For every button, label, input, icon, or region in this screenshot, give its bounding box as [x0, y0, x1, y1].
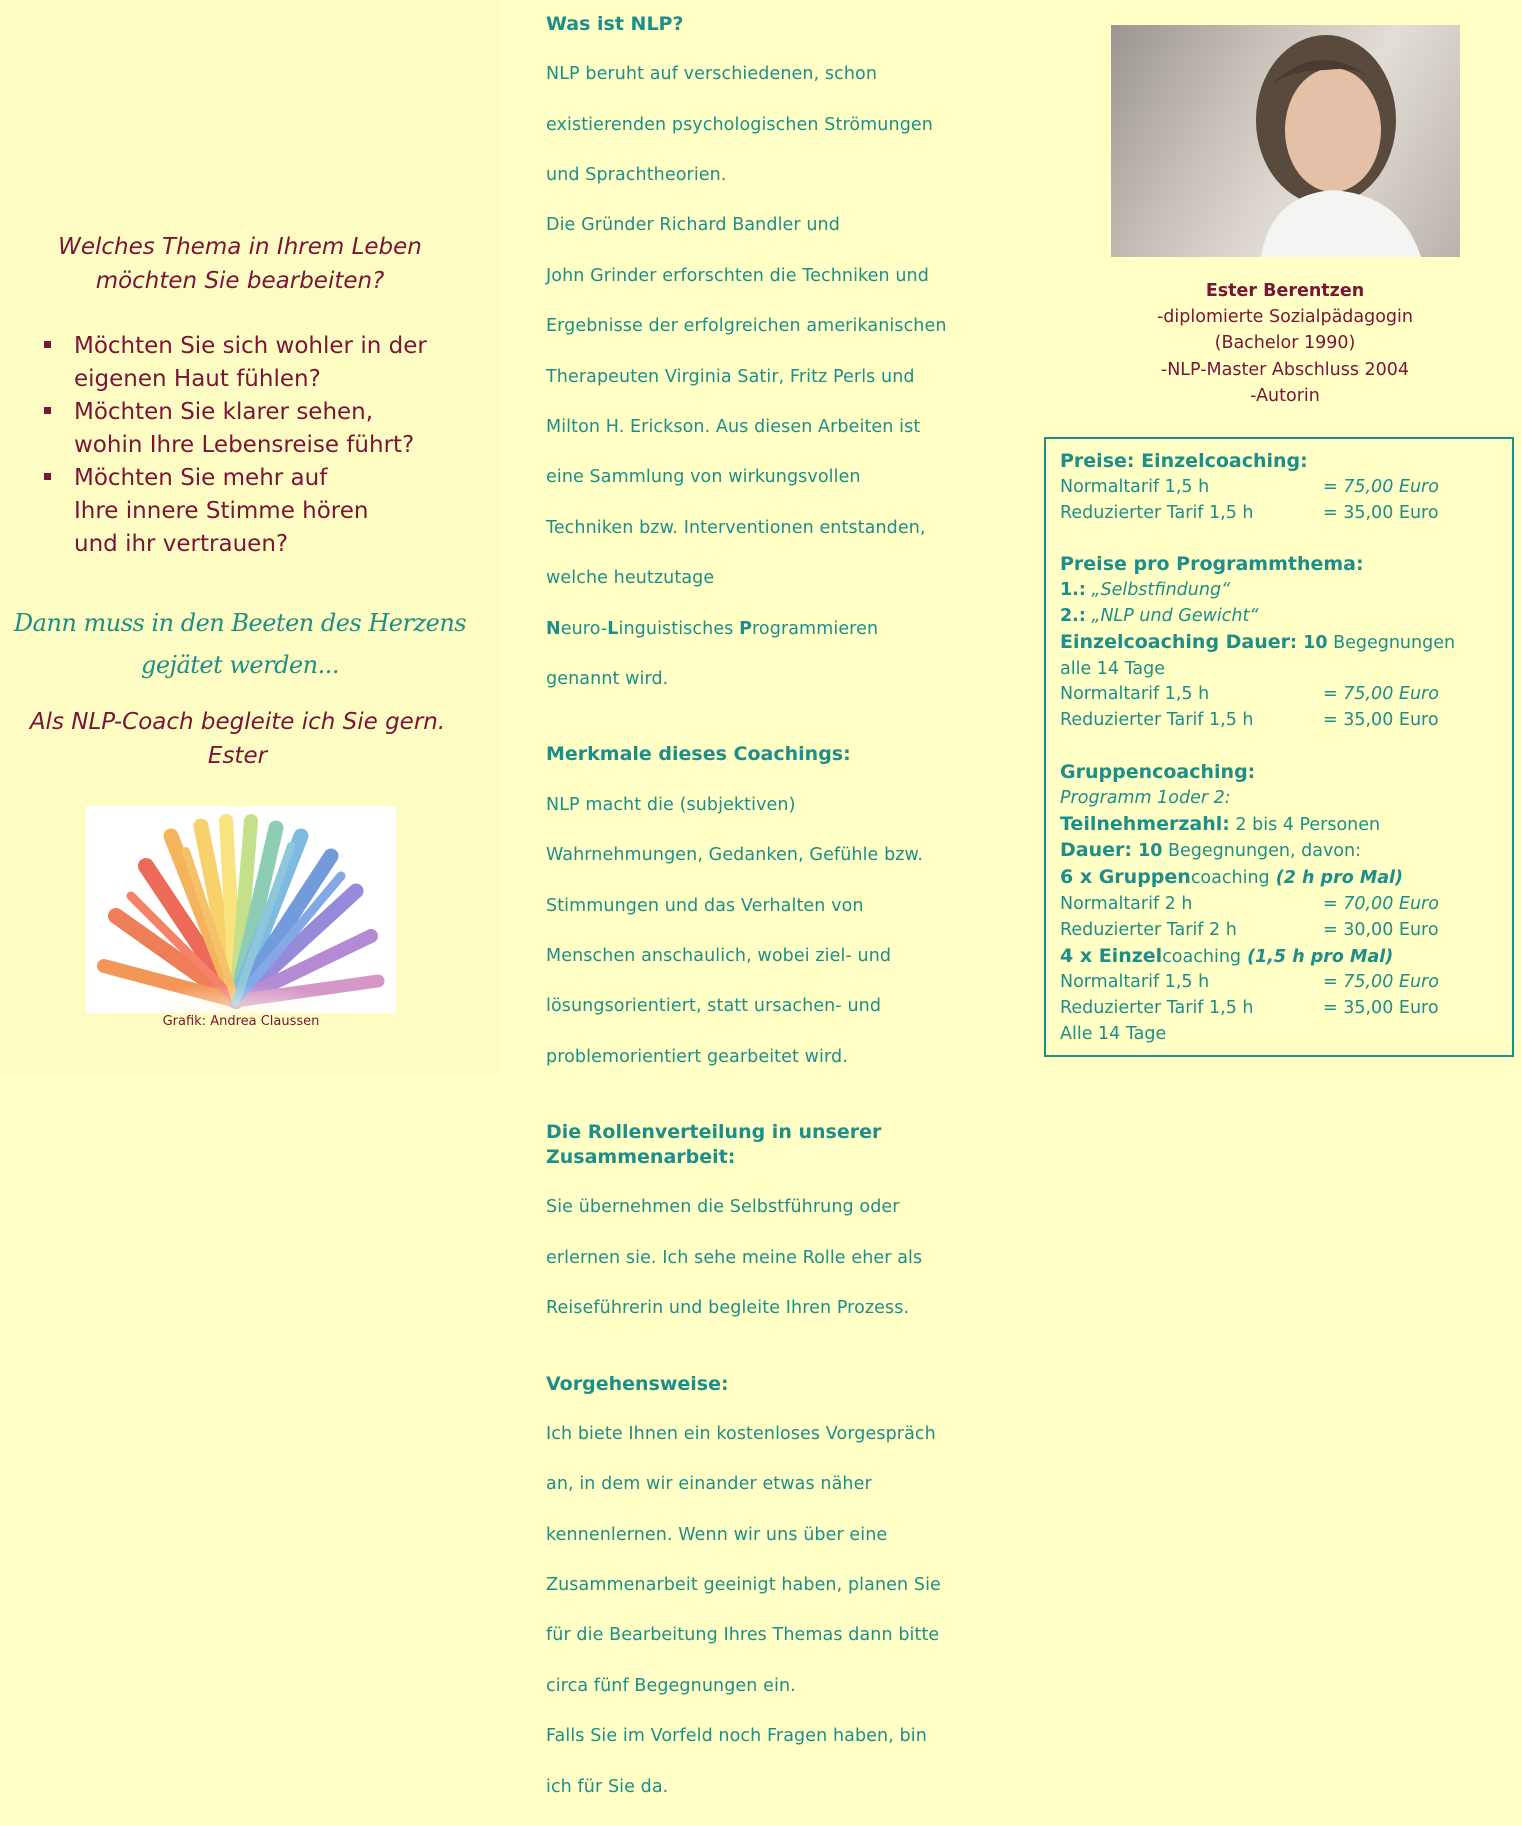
- price-value: = 75,00 Euro: [1323, 684, 1439, 705]
- text-line: genannt wird.: [546, 669, 669, 690]
- portrait-drawing: [1111, 25, 1460, 257]
- price-heading-group: Gruppencoaching:: [1060, 760, 1256, 783]
- price-value: = 35,00 Euro: [1323, 998, 1439, 1019]
- closing-text: [0, 705, 475, 773]
- price-value: = 75,00 Euro: [1323, 972, 1439, 993]
- heading-line: Zusammenarbeit:: [546, 1146, 736, 1169]
- price-row: [1060, 501, 1498, 527]
- text-line: John Grinder erforschten die Techniken und: [546, 265, 929, 286]
- duration-line: [1060, 630, 1498, 657]
- text-line: an, in dem wir einander etwas näher: [546, 1474, 872, 1495]
- text-line: Techniken bzw. Interventionen entstanden,: [546, 517, 926, 538]
- bullet-line: Möchten Sie klarer sehen,: [74, 399, 374, 425]
- acronym-letter: P: [739, 618, 753, 639]
- participants-line: [1060, 812, 1498, 839]
- text-line: ich für Sie da.: [546, 1776, 669, 1797]
- duration-count: 10: [1303, 632, 1328, 653]
- group-session-count: 6 x Gruppen: [1060, 866, 1191, 889]
- text-line: kennenlernen. Wenn wir uns über eine: [546, 1524, 888, 1545]
- features-description: [546, 767, 1006, 1095]
- text-line: Stimmungen und das Verhalten von: [546, 895, 864, 916]
- text-line: Ich biete Ihnen ein kostenloses Vorgespräch: [546, 1423, 936, 1444]
- text-line: Wahrnehmungen, Gedanken, Gefühle bzw.: [546, 845, 924, 866]
- question-line: Welches Thema in Ihrem Leben: [58, 234, 422, 260]
- price-row: [1060, 970, 1498, 996]
- program-item: [1060, 604, 1498, 630]
- section-heading-procedure: Vorgehensweise:: [546, 1372, 729, 1395]
- text-line: Die Gründer Richard Bandler und: [546, 215, 840, 236]
- price-value: = 70,00 Euro: [1323, 893, 1439, 914]
- procedure-description: [546, 1397, 1006, 1825]
- nlp-description: [546, 37, 1006, 717]
- price-row: [1060, 708, 1498, 734]
- text-line: Sie übernehmen die Selbstführung oder: [546, 1197, 900, 1218]
- program-title: „NLP und Gewicht“: [1085, 605, 1259, 626]
- text-line: NLP macht die (subjektiven): [546, 794, 796, 815]
- coach-bio: [1080, 278, 1490, 409]
- price-label: Normaltarif 1,5 h: [1060, 684, 1210, 705]
- bullet-line: Möchten Sie mehr auf: [74, 465, 328, 491]
- bullet-line: und ihr vertrauen?: [74, 531, 289, 557]
- bio-line: -diplomierte Sozialpädagogin: [1156, 307, 1413, 328]
- price-value: = 35,00 Euro: [1323, 710, 1439, 731]
- individual-session-length: (1,5 h pro Mal): [1241, 946, 1394, 967]
- text-line: Therapeuten Virginia Satir, Fritz Perls und: [546, 366, 915, 387]
- question-line: möchten Sie bearbeiten?: [95, 268, 385, 294]
- price-label: Normaltarif 1,5 h: [1060, 476, 1210, 497]
- duration-rest: Begegnungen: [1327, 632, 1456, 653]
- acronym-rest: euro-: [560, 618, 608, 639]
- bullet-item: [40, 396, 490, 462]
- group-program: Programm 1oder 2:: [1060, 787, 1231, 808]
- text-line: eine Sammlung von wirkungsvollen: [546, 467, 861, 488]
- painted-hands-illustration: [86, 806, 396, 1013]
- text-line: welche heutzutage: [546, 568, 715, 589]
- left-panel: [0, 0, 500, 1074]
- participants-label: Teilnehmerzahl:: [1060, 812, 1230, 835]
- bullet-item: [40, 330, 490, 396]
- text-line: Reiseführerin und begleite Ihren Prozess.: [546, 1298, 910, 1319]
- section-heading-roles: [546, 1120, 1006, 1170]
- image-credit: Grafik: Andrea Claussen: [162, 1014, 320, 1029]
- text-line: Menschen anschaulich, wobei ziel- und: [546, 945, 892, 966]
- section-heading-nlp: Was ist NLP?: [546, 13, 684, 35]
- price-box: [1044, 437, 1514, 1057]
- price-label: Reduzierter Tarif 2 h: [1060, 919, 1237, 940]
- text-line: NLP beruht auf verschiedenen, schon: [546, 64, 878, 85]
- individual-session-count: 4 x Einzel: [1060, 944, 1163, 967]
- bullet-line: eigenen Haut fühlen?: [74, 366, 321, 392]
- program-number: 1.:: [1060, 580, 1086, 601]
- bullet-line: Möchten Sie sich wohler in der: [74, 333, 427, 359]
- portrait-photo: [1111, 25, 1460, 257]
- poem-line: gejätet werden...: [140, 651, 340, 679]
- bio-line: -NLP-Master Abschluss 2004: [1160, 359, 1410, 380]
- price-label: Normaltarif 2 h: [1060, 893, 1193, 914]
- text-line: Falls Sie im Vorfeld noch Fragen haben, bin: [546, 1726, 927, 1747]
- text-line: Milton H. Erickson. Aus diesen Arbeiten ist: [546, 417, 921, 438]
- coach-name: Ester Berentzen: [1205, 281, 1365, 301]
- middle-column: [546, 12, 1006, 1825]
- heading-line: Die Rollenverteilung in unserer: [546, 1121, 882, 1144]
- participants-value: 2 bis 4 Personen: [1229, 814, 1381, 835]
- price-label: Reduzierter Tarif 1,5 h: [1060, 502, 1254, 523]
- group-frequency: Alle 14 Tage: [1060, 1023, 1167, 1044]
- text-line: und Sprachtheorien.: [546, 165, 727, 186]
- text-line: Ergebnisse der erfolgreichen amerikanischen: [546, 316, 947, 337]
- section-heading-features: Merkmale dieses Coachings:: [546, 743, 851, 766]
- question-bullet-list: [40, 330, 490, 561]
- group-duration-line: [1060, 838, 1498, 865]
- acronym-letter: N: [546, 618, 561, 639]
- price-value: = 75,00 Euro: [1323, 476, 1439, 497]
- text-line: circa fünf Begegnungen ein.: [546, 1675, 796, 1696]
- nlp-acronym-line: [546, 617, 1006, 642]
- group-duration-label: Dauer:: [1060, 839, 1132, 862]
- text-line: problemorientiert gearbeitet wird.: [546, 1046, 848, 1067]
- group-duration-rest: Begegnungen, davon:: [1162, 841, 1362, 862]
- program-item: [1060, 578, 1498, 604]
- acronym-letter: L: [607, 618, 619, 639]
- group-duration-count: 10: [1131, 841, 1163, 862]
- price-heading-individual: Preise: Einzelcoaching:: [1060, 450, 1308, 472]
- poem-line: Dann muss in den Beeten des Herzens: [13, 609, 467, 637]
- poem-quote: [10, 602, 470, 686]
- program-number: 2.:: [1060, 605, 1086, 626]
- bullet-line: wohin Ihre Lebensreise führt?: [74, 432, 415, 458]
- price-value: = 30,00 Euro: [1323, 919, 1439, 940]
- price-heading-program: Preise pro Programmthema:: [1060, 553, 1364, 576]
- price-row: [1060, 475, 1498, 501]
- individual-session-type: coaching: [1162, 946, 1242, 967]
- roles-description: [546, 1170, 1006, 1346]
- text-line: Zusammenarbeit geeinigt haben, planen Sie: [546, 1574, 941, 1595]
- individual-session-line: [1060, 944, 1498, 971]
- acronym-rest: inguistisches: [618, 618, 740, 639]
- duration-label: Einzelcoaching Dauer: [1060, 630, 1291, 653]
- group-session-line: [1060, 865, 1498, 892]
- bio-line: (Bachelor 1990): [1214, 333, 1356, 354]
- price-row: [1060, 996, 1498, 1022]
- group-session-type: coaching: [1190, 868, 1270, 889]
- text-line: existierenden psychologischen Strömungen: [546, 114, 933, 135]
- bullet-item: [40, 462, 490, 561]
- price-label: Normaltarif 1,5 h: [1060, 972, 1210, 993]
- price-label: Reduzierter Tarif 1,5 h: [1060, 710, 1254, 731]
- price-row: [1060, 918, 1498, 944]
- intro-question: [20, 230, 460, 298]
- price-row: [1060, 892, 1498, 918]
- program-title: „Selbstfindung“: [1085, 580, 1231, 601]
- hands-drawing: [86, 806, 396, 1013]
- price-row: [1060, 682, 1498, 708]
- duration-colon: :: [1290, 632, 1304, 653]
- bio-line: -Autorin: [1250, 385, 1320, 406]
- price-label: Reduzierter Tarif 1,5 h: [1060, 998, 1254, 1019]
- acronym-rest: rogrammieren: [752, 618, 879, 639]
- duration-frequency: alle 14 Tage: [1060, 658, 1165, 679]
- price-value: = 35,00 Euro: [1323, 502, 1439, 523]
- bullet-line: Ihre innere Stimme hören: [74, 498, 369, 524]
- closing-line: Als NLP-Coach begleite ich Sie gern.: [29, 709, 446, 735]
- group-session-length: (2 h pro Mal): [1269, 868, 1404, 889]
- text-line: erlernen sie. Ich sehe meine Rolle eher als: [546, 1247, 923, 1268]
- text-line: für die Bearbeitung Ihres Themas dann bitte: [546, 1625, 940, 1646]
- text-line: lösungsorientiert, statt ursachen- und: [546, 996, 882, 1017]
- closing-signature: Ester: [207, 743, 268, 769]
